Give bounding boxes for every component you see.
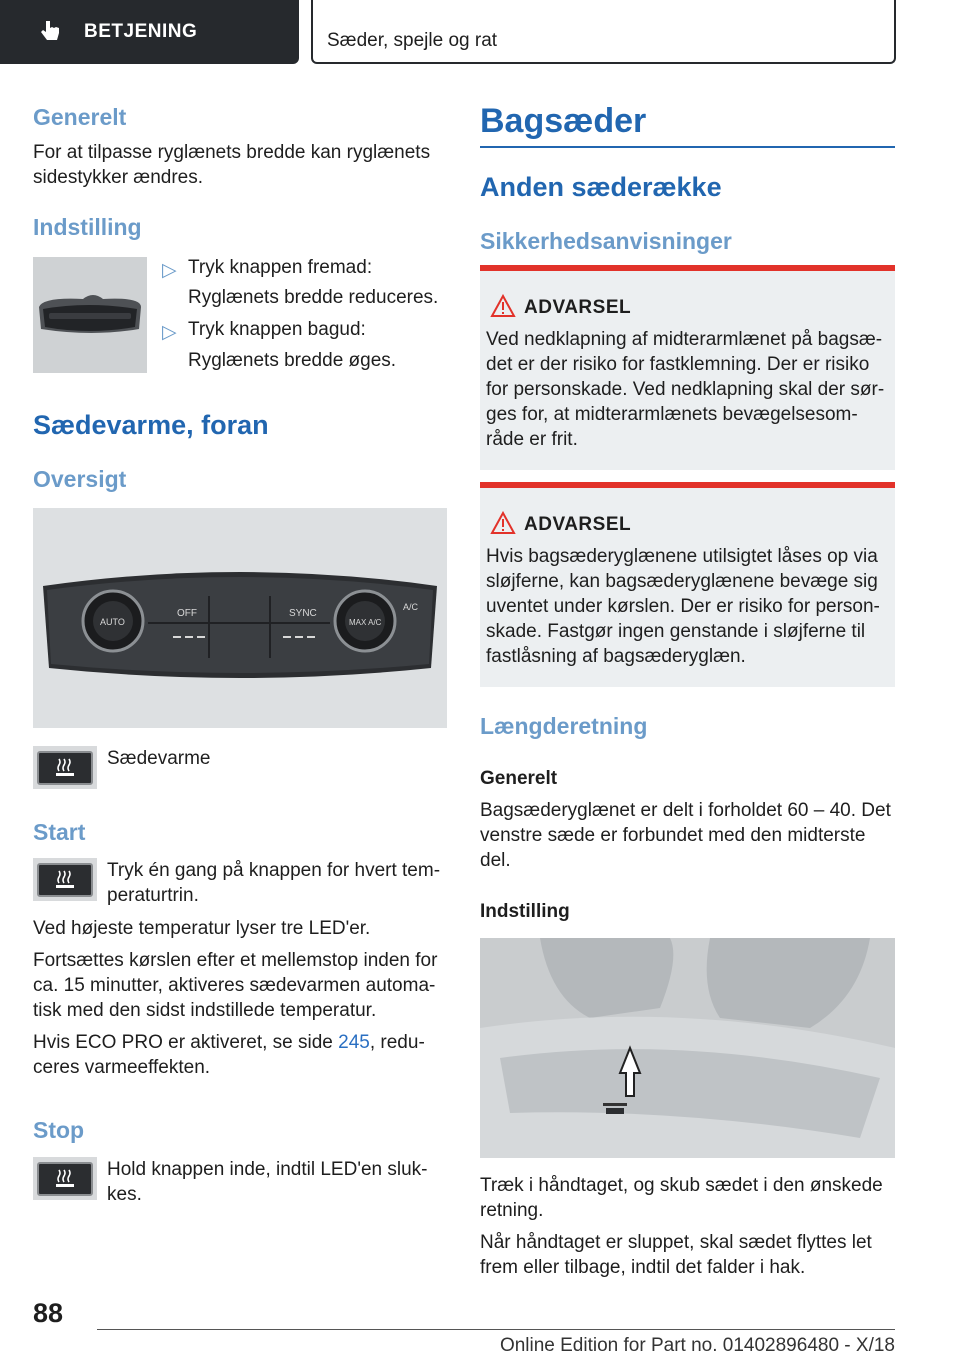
bullet-marker: ▷ [162, 322, 177, 343]
heading-generelt: Generelt [33, 104, 127, 130]
footer-rule [97, 1329, 895, 1330]
paragraph-start: Tryk én gang på knappen for hvert tem-peraturtrin. [107, 860, 441, 906]
heading-rule [480, 146, 895, 148]
pointing-hand-icon [38, 19, 64, 45]
heading-stop: Stop [33, 1117, 85, 1143]
bullet-forward-detail: Ryglænets bredde reduceres. [188, 287, 439, 308]
bullet-backward-detail: Ryglænets bredde øges. [188, 350, 397, 371]
heading-sikkerhed: Sikkerhedsanvisninger [480, 228, 732, 254]
subheading-indstilling: Indstilling [480, 901, 570, 922]
warning-title: ADVARSEL [524, 514, 632, 535]
heading-start: Start [33, 819, 86, 845]
paragraph-pull-handle: Træk i håndtaget, og skub sædet i den ønskede retning. [480, 1175, 883, 1221]
paragraph-release: Når håndtaget er sluppet, skal sædet flyttes let frem eller tilbage, indtil det falder i hak. [480, 1232, 872, 1278]
paragraph-stop: Hold knappen inde, indtil LED'en sluk-kes. [107, 1159, 428, 1205]
climate-panel-image [33, 508, 447, 728]
heading-anden-saederaekke: Anden sæderække [480, 172, 722, 202]
subheading-generelt: Generelt [480, 768, 558, 789]
warning-triangle-icon [490, 511, 516, 535]
bullet-marker: ▷ [162, 260, 177, 281]
paragraph-eco-pro [33, 1030, 447, 1080]
heading-saedevarme: Sædevarme, foran [33, 410, 269, 440]
chapter-header [311, 0, 896, 64]
warning-triangle-icon [490, 294, 516, 318]
bullet-backward-label: Tryk knappen bagud: [188, 319, 366, 340]
seat-width-button-image [33, 257, 147, 373]
panel-label-sync: SYNC [289, 608, 317, 619]
section-tab [0, 0, 299, 64]
paragraph-start-resume: Fortsættes kørslen efter et mellemstop inden for ca. 15 minutter, aktiveres sædevarmen automa-tisk med den sidst indstillede temperatur. [33, 950, 438, 1021]
footer-edition: Online Edition for Part no. 01402896480 - X/18 [499, 1335, 895, 1356]
seat-heating-icon [53, 869, 77, 891]
panel-label-ac: A/C [403, 602, 419, 612]
warning-title: ADVARSEL [524, 297, 632, 318]
rear-seat-image [480, 938, 895, 1158]
warning-box [480, 482, 895, 687]
eco-pro-text: Hvis ECO PRO er aktiveret, se side [33, 1032, 339, 1053]
warning-box [480, 265, 895, 470]
panel-label-max-ac: MAX A/C [349, 618, 382, 627]
caption-saedevarme: Sædevarme [107, 748, 211, 769]
page-number: 88 [33, 1298, 64, 1328]
seat-heating-icon [53, 1168, 77, 1190]
panel-label-off: OFF [177, 608, 197, 619]
seat-heating-key [33, 746, 97, 789]
seat-heating-key [33, 858, 97, 901]
section-title: BETJENING [84, 21, 198, 42]
heading-oversigt: Oversigt [33, 466, 127, 492]
paragraph-generelt: For at tilpasse ryglænets bredde kan ryglænets sidestykker ændres. [33, 142, 431, 188]
seat-heating-key [33, 1157, 97, 1200]
page-link-245[interactable]: 245 [338, 1032, 370, 1053]
heading-laengderetning: Længderetning [480, 713, 648, 739]
eco-pro-text-end: , redu-ceres varmeeffekten. [33, 1032, 425, 1078]
warning-text: Ved nedklapning af midterarmlænet på bagsæ-det er der risiko for fastklemning. Der er risiko for personskade. Ved nedklapning skal der sør-ges for, at midterarmlænets bevægelsesom-råde er frit. [486, 329, 885, 450]
paragraph-start-led: Ved højeste temperatur lyser tre LED'er. [33, 918, 371, 939]
warning-text: Hvis bagsæderyglænene utilsigtet låses op via sløjferne, kan bagsæderyglænene bevæge sig uventet under kørslen. Der er risiko for person-skade. Fastgør ingen genstande i sløjferne til fastlåsning af bagsæderyglæn. [486, 546, 880, 667]
seat-heating-icon [53, 757, 77, 779]
chapter-title: Sæder, spejle og rat [327, 30, 498, 51]
panel-label-auto: AUTO [100, 617, 125, 627]
bullet-forward-label: Tryk knappen fremad: [188, 257, 373, 278]
heading-bagsaeder: Bagsæder [480, 102, 647, 140]
paragraph-split: Bagsæderyglænet er delt i forholdet 60 – 40. Det venstre sæde er forbundet med den midterste del. [480, 800, 891, 871]
heading-indstilling: Indstilling [33, 214, 142, 240]
